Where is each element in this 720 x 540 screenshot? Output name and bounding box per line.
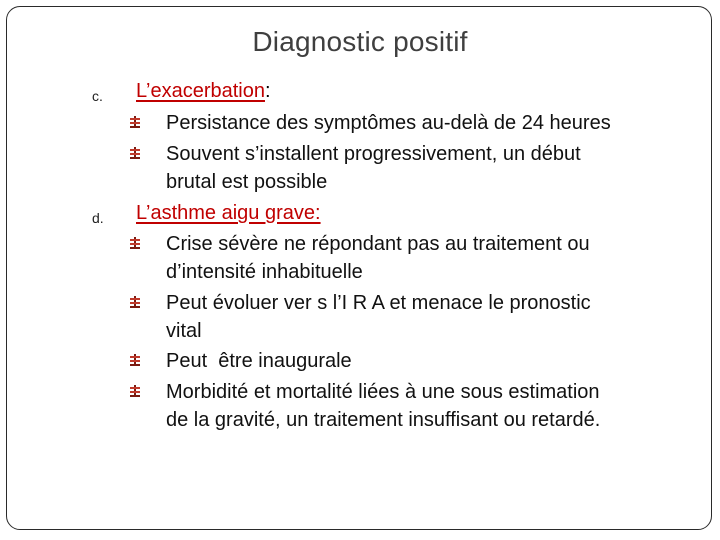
section-heading-text: L’exacerbation <box>136 80 265 102</box>
ladder-bullet-icon <box>129 385 141 397</box>
section-letter: c. <box>92 88 103 104</box>
bullet-line: Morbidité et mortalité liées à une sous estimation <box>166 381 600 403</box>
section-heading-suffix: : <box>264 80 271 102</box>
section-heading <box>136 80 271 103</box>
bullet-line: Crise sévère ne répondant pas au traitement ou <box>166 233 590 255</box>
bullet-line: d’intensité inhabituelle <box>166 260 363 283</box>
section-letter: d. <box>92 210 104 226</box>
ladder-bullet-icon <box>129 116 141 128</box>
slide-title: Diagnostic positif <box>252 26 468 57</box>
bullet-text <box>167 348 697 376</box>
bullet-text <box>167 141 697 196</box>
bullet-line: Souvent s’installent progressivement, un début <box>166 143 581 165</box>
bullet-line: Peut évoluer ver s l’I R A et menace le pronostic <box>166 292 591 314</box>
bullet-text <box>167 231 697 286</box>
bullet-line: vital <box>166 319 202 342</box>
ladder-bullet-icon <box>129 296 141 308</box>
bullet-text <box>167 110 697 138</box>
ladder-bullet-icon <box>129 354 141 366</box>
ladder-bullet-icon <box>129 237 141 249</box>
bullet-text <box>167 290 697 345</box>
section-heading-text: L’asthme aigu grave: <box>136 202 321 224</box>
bullet-line: Persistance des symptômes au-delà de 24 heures <box>166 112 611 134</box>
bullet-line: brutal est possible <box>166 170 328 193</box>
bullet-line: de la gravité, un traitement insuffisant ou retardé. <box>166 408 601 431</box>
bullet-line: Peut être inaugurale <box>166 350 352 372</box>
ladder-bullet-icon <box>129 147 141 159</box>
bullet-text <box>167 379 697 434</box>
